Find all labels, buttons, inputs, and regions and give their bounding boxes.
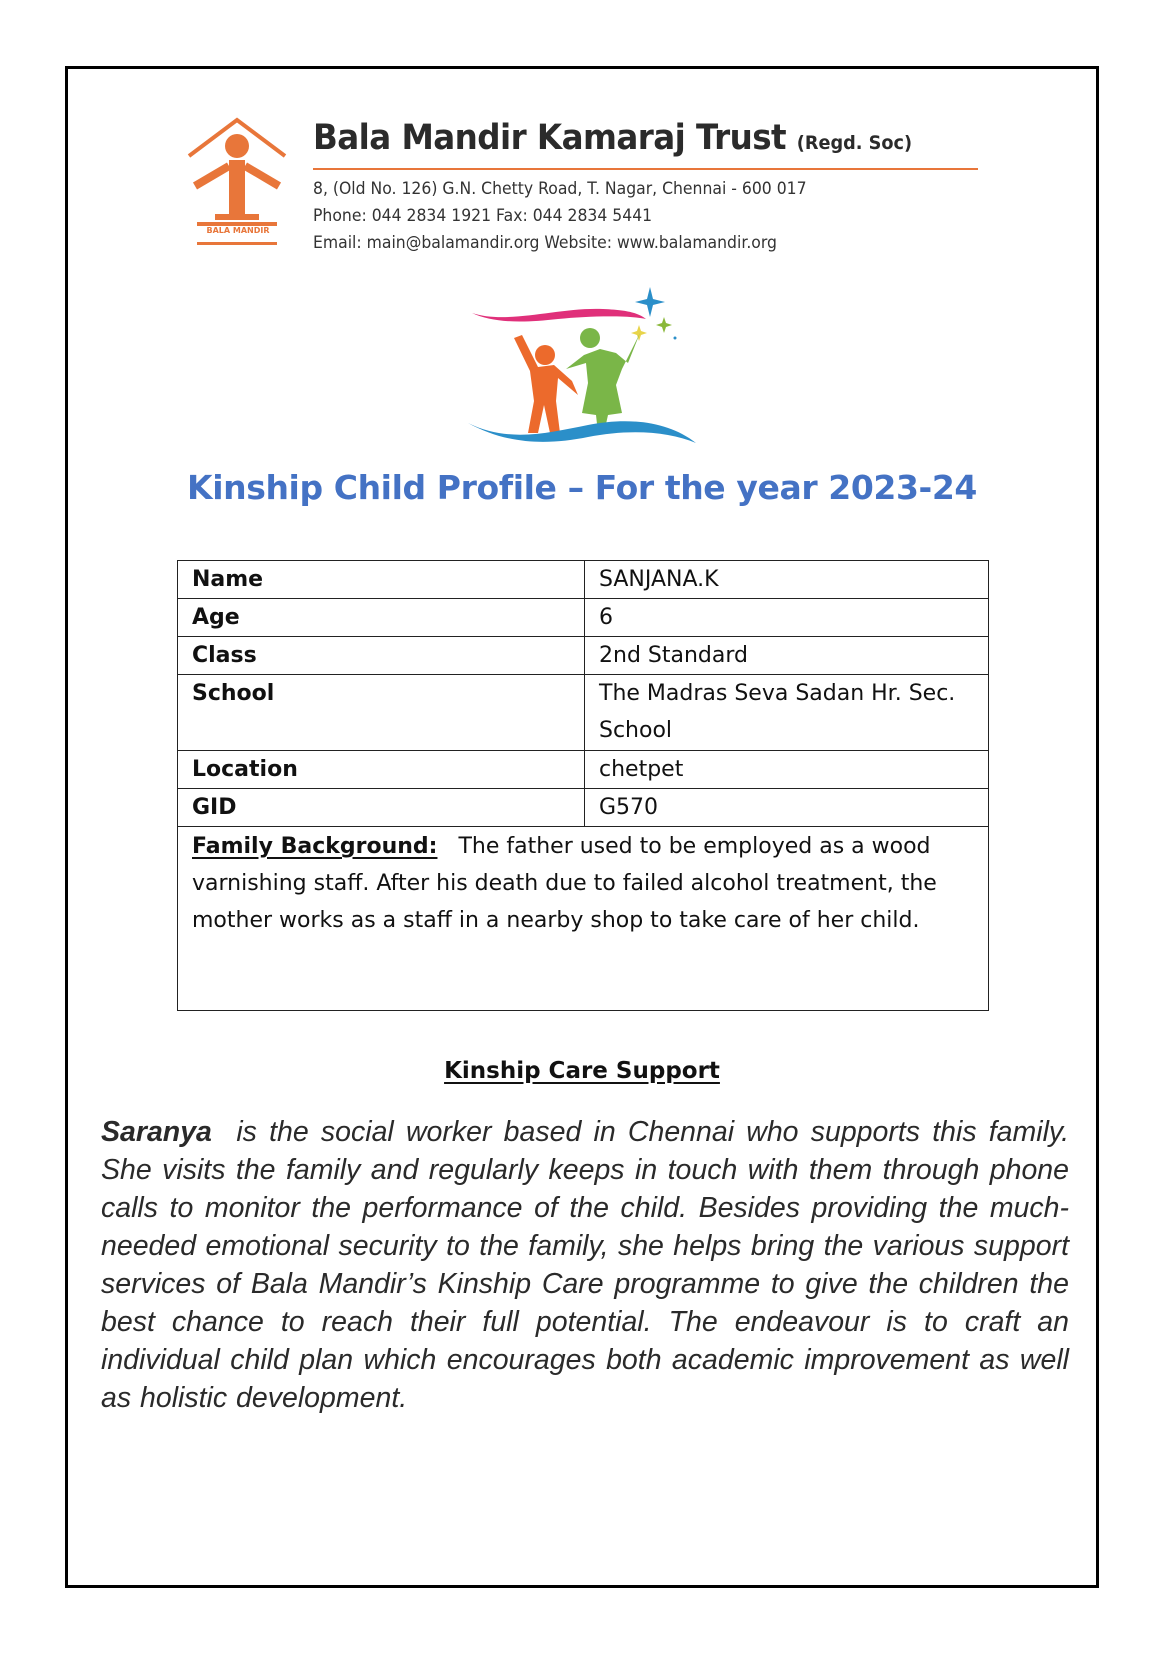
table-row xyxy=(178,751,989,789)
document-title: Kinship Child Profile – For the year 2023-24 xyxy=(187,468,977,507)
age-value: 6 xyxy=(585,599,989,637)
letterhead xyxy=(185,116,985,256)
org-address: 8, (Old No. 126) G.N. Chetty Road, T. Nagar, Chennai - 600 017 xyxy=(313,179,807,199)
name-label: Name xyxy=(178,561,585,599)
kinship-care-support-heading: Kinship Care Support xyxy=(444,1058,720,1084)
table-row xyxy=(178,637,989,675)
gid-value: G570 xyxy=(585,789,989,827)
table-row xyxy=(178,599,989,637)
school-value: The Madras Seva Sadan Hr. Sec. School xyxy=(585,675,989,751)
org-name-text: Bala Mandir Kamaraj Trust xyxy=(313,118,787,158)
table-row xyxy=(178,675,989,751)
table-row xyxy=(178,827,989,1011)
table-row xyxy=(178,561,989,599)
kinship-children-logo-icon xyxy=(468,283,698,448)
class-label: Class xyxy=(178,637,585,675)
location-label: Location xyxy=(178,751,585,789)
class-value: 2nd Standard xyxy=(585,637,989,675)
kinship-care-support-paragraph xyxy=(101,1113,1069,1417)
child-profile-table xyxy=(177,560,989,1011)
school-label: School xyxy=(178,675,585,751)
location-value: chetpet xyxy=(585,751,989,789)
family-background-text: The father used to be employed as a wood varnishing staff. After his death due to failed alcohol treatment, the mother works as a staff in a nearby shop to take care of her child. xyxy=(192,834,937,933)
gid-label: GID xyxy=(178,789,585,827)
social-worker-name: Saranya xyxy=(101,1116,212,1148)
org-registration: (Regd. Soc) xyxy=(796,132,913,154)
org-name xyxy=(313,118,912,158)
letterhead-rule xyxy=(313,168,978,170)
family-background-label: Family Background: xyxy=(192,834,438,859)
logo-caption: BALA MANDIR xyxy=(206,226,270,235)
support-description: is the social worker based in Chennai who supports this family. She visits the family and regularly keeps in touch with them through phone calls to monitor the performance of the child. Besides providing the much-needed emotional security to the family, she helps bring the various support services of Bala Mandir’s Kinship Care programme to give the children the best chance to reach their full potential. The endeavour is to craft an individual child plan which encourages both academic improvement as well as holistic development. xyxy=(101,1116,1069,1414)
table-row xyxy=(178,789,989,827)
org-phone-fax: Phone: 044 2834 1921 Fax: 044 2834 5441 xyxy=(313,206,653,226)
age-label: Age xyxy=(178,599,585,637)
name-value: SANJANA.K xyxy=(585,561,989,599)
org-email-website: Email: main@balamandir.org Website: www.balamandir.org xyxy=(313,233,777,253)
family-background-cell xyxy=(178,827,989,1011)
